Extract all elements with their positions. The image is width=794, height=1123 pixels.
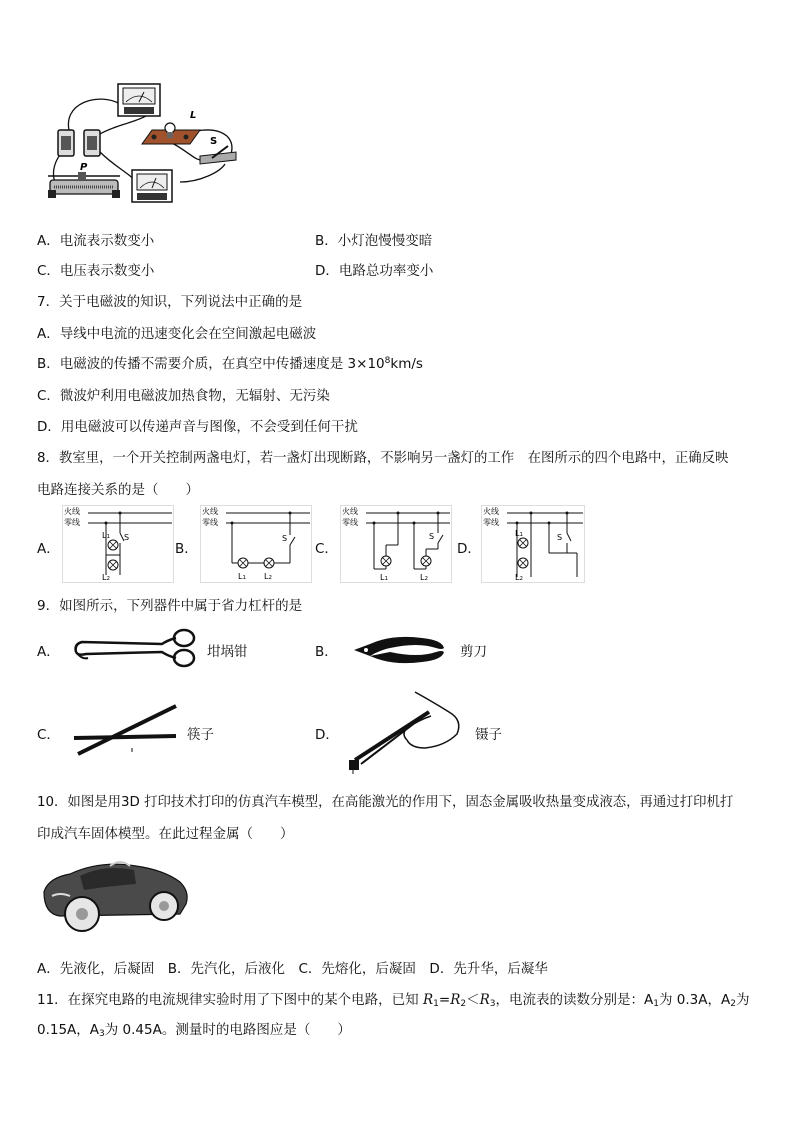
crucible-tongs-icon	[72, 626, 200, 670]
rheostat-label: P	[80, 162, 88, 173]
q11-a1-sub: 1	[653, 999, 659, 1009]
neutral-wire-label: 零线	[64, 518, 80, 527]
q11-r3: R	[479, 992, 490, 1008]
q8-circuit-b	[200, 505, 312, 583]
neutral-wire-label: 零线	[342, 518, 358, 527]
lamp1-label: L	[380, 573, 385, 582]
lamp2-label: L	[264, 572, 269, 581]
chopsticks-icon	[72, 700, 180, 756]
q7-option-b[interactable]	[37, 352, 423, 372]
svg-text:L2	[515, 573, 523, 582]
svg-text:L1	[380, 573, 388, 582]
q11-stem-line2	[37, 1018, 351, 1039]
lamp1-sub: 1	[242, 575, 246, 581]
q11-r2-sub: 2	[460, 999, 467, 1009]
q8-circuit-a	[62, 505, 174, 583]
q9-option-a-label[interactable]: A．	[37, 644, 60, 660]
svg-text:L1	[238, 572, 246, 581]
switch-label: S	[282, 534, 288, 543]
neutral-wire-label: 零线	[202, 518, 218, 527]
q11-r1-sub: 1	[433, 999, 439, 1009]
q10-stem-line1: 10．如图是用3D 打印技术打印的仿真汽车模型，在高能激光的作用下，固态金属吸收热量变成液态，再通过打印机打	[37, 795, 734, 810]
q11-text-f: 为 0.45A。测量时的电路图应是（ ）	[104, 1022, 351, 1038]
q11-a2-sub: 2	[730, 999, 736, 1009]
q6-option-c[interactable]: C．电压表示数变小	[37, 263, 155, 279]
q7-option-b-unit: km/s	[390, 356, 423, 372]
q10-stem-line2: 印成汽车固体模型。在此过程金属（ ）	[37, 826, 294, 842]
lamp2-sub: 2	[519, 576, 523, 582]
q11-lt: ＜	[466, 992, 480, 1008]
lamp2-label: L	[420, 573, 425, 582]
lamp1-sub: 1	[384, 576, 388, 582]
lamp1-label: L	[238, 572, 243, 581]
lamp-label: L	[190, 110, 197, 121]
q8-option-a-label[interactable]: A．	[37, 541, 60, 557]
lamp2-sub: 2	[424, 576, 428, 582]
svg-text:L2	[264, 572, 272, 581]
switch-label: S	[557, 533, 563, 542]
q9-option-c-label[interactable]: C．	[37, 727, 60, 743]
q9-option-d-label[interactable]: D．	[315, 727, 339, 743]
svg-text:L1	[515, 529, 523, 538]
q8-option-c-label[interactable]: C．	[315, 541, 338, 557]
q11-text-c: 为 0.3A，A	[658, 992, 731, 1008]
live-wire-label: 火线	[64, 507, 80, 516]
lamp2-sub: 2	[268, 575, 272, 581]
lamp1-label: L	[515, 529, 520, 538]
q8-circuit-c	[340, 505, 452, 583]
switch-label: S	[210, 136, 218, 147]
switch-label: S	[124, 533, 130, 542]
q8-stem-line1: 8．教室里，一个开关控制两盏电灯，若一盏灯出现断路，不影响另一盏灯的工作 在图所示的四个电路中，正确反映	[37, 451, 729, 466]
q7-option-a[interactable]: A．导线中电流的迅速变化会在空间激起电磁波	[37, 326, 317, 342]
q11-eq: =	[438, 992, 451, 1008]
q7-option-d[interactable]: D．用电磁波可以传递声音与图像，不会受到任何干扰	[37, 419, 358, 435]
q8-option-b-label[interactable]: B．	[175, 541, 198, 557]
svg-text:L2	[420, 573, 428, 582]
q11-r2: R	[450, 992, 461, 1008]
q11-a3-sub: 3	[99, 1029, 105, 1039]
q8-option-d-label[interactable]: D．	[457, 541, 481, 557]
q11-text-a: 11．在探究电路的电流规律实验时用了下图中的某个电路，已知	[37, 992, 423, 1008]
q11-stem-line1	[37, 988, 749, 1009]
q10-options[interactable]: A．先液化，后凝固 B．先汽化，后液化 C．先熔化，后凝固 D．先升华，后凝华	[37, 961, 548, 977]
lamp1-sub: 1	[106, 534, 110, 540]
q6-option-d[interactable]: D．电路总功率变小	[315, 263, 434, 279]
q6-circuit-illustration	[40, 82, 250, 212]
q8-circuit-d	[481, 505, 585, 583]
live-wire-label: 火线	[483, 507, 499, 516]
q6-option-a[interactable]: A．电流表示数变小	[37, 233, 155, 249]
switch-label: S	[429, 532, 435, 541]
q11-r1: R	[422, 992, 434, 1008]
lamp2-label: L	[102, 573, 107, 582]
q6-option-b[interactable]: B．小灯泡慢慢变暗	[315, 233, 433, 249]
neutral-wire-label: 零线	[483, 518, 499, 527]
lamp1-sub: 1	[519, 532, 523, 538]
q7-option-b-exponent: 8	[384, 356, 391, 366]
q9-stem: 9．如图所示，下列器件中属于省力杠杆的是	[37, 598, 303, 614]
q7-option-b-text: B．电磁波的传播不需要介质，在真空中传播速度是 3×10	[37, 356, 385, 372]
q11-text-d: 为	[735, 992, 750, 1008]
tweezers-hand-icon	[345, 690, 465, 776]
lamp1-label: L	[102, 531, 107, 540]
svg-text:L2	[102, 573, 110, 582]
svg-text:L1	[102, 531, 110, 540]
q11-r3-sub: 3	[489, 999, 496, 1009]
q8-stem-line2: 电路连接关系的是（ ）	[37, 482, 199, 498]
car-model-image	[40, 852, 190, 936]
scissors-pliers-icon	[352, 630, 448, 670]
q7-stem: 7．关于电磁波的知识，下列说法中正确的是	[37, 294, 303, 310]
q9-option-d-name: 镊子	[475, 727, 502, 743]
q11-text-e: 0.15A，A	[37, 1022, 100, 1038]
q9-option-a-name: 坩埚钳	[207, 644, 248, 660]
lamp2-sub: 2	[106, 576, 110, 582]
live-wire-label: 火线	[342, 507, 358, 516]
q11-text-b: ，电流表的读数分别是：A	[495, 992, 654, 1008]
lamp2-label: L	[515, 573, 520, 582]
q7-option-c[interactable]: C．微波炉利用电磁波加热食物，无辐射、无污染	[37, 388, 330, 404]
q9-option-c-name: 筷子	[187, 727, 214, 743]
q9-option-b-name: 剪刀	[460, 644, 487, 660]
q9-option-b-label[interactable]: B．	[315, 644, 338, 660]
live-wire-label: 火线	[202, 507, 218, 516]
